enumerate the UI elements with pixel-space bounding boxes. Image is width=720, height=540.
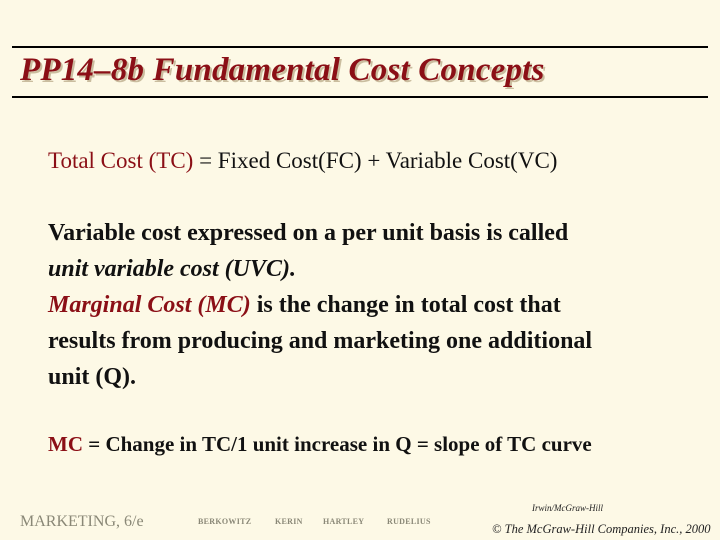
footer-author-1: BERKOWITZ: [198, 517, 252, 526]
paragraph-line-1: Variable cost expressed on a per unit basis is called: [48, 220, 569, 246]
mc-term: MC: [48, 432, 83, 456]
slide-title: PP14–8b Fundamental Cost Concepts: [20, 52, 545, 88]
uvc-term: unit variable cost (UVC).: [48, 256, 297, 282]
title-bottom-rule: [12, 96, 708, 98]
paragraph-line-2: [48, 251, 698, 287]
footer-author-2: KERIN: [275, 517, 303, 526]
marginal-cost-equation: [48, 432, 592, 457]
paragraph-line-5: unit (Q).: [48, 364, 137, 390]
marginal-cost-term: Marginal Cost (MC): [48, 292, 251, 318]
total-cost-term: Total Cost (TC): [48, 148, 194, 173]
definitions-paragraph: [48, 215, 698, 395]
footer-copyright: © The McGraw-Hill Companies, Inc., 2000: [492, 522, 711, 536]
marginal-cost-definition: is the change in total cost that: [250, 292, 561, 318]
paragraph-line-4: results from producing and marketing one additional: [48, 328, 593, 354]
footer-author-4: RUDELIUS: [387, 517, 431, 526]
paragraph-line-3: [48, 287, 698, 323]
footer-book-title: MARKETING, 6/e: [20, 513, 144, 530]
mc-formula: = Change in TC/1 unit increase in Q = slope of TC curve: [83, 432, 592, 456]
footer-author-3: HARTLEY: [323, 517, 365, 526]
footer-publisher: Irwin/McGraw-Hill: [532, 503, 603, 513]
title-top-rule: [12, 46, 708, 48]
total-cost-equation: [48, 148, 557, 174]
total-cost-formula: = Fixed Cost(FC) + Variable Cost(VC): [193, 148, 558, 173]
